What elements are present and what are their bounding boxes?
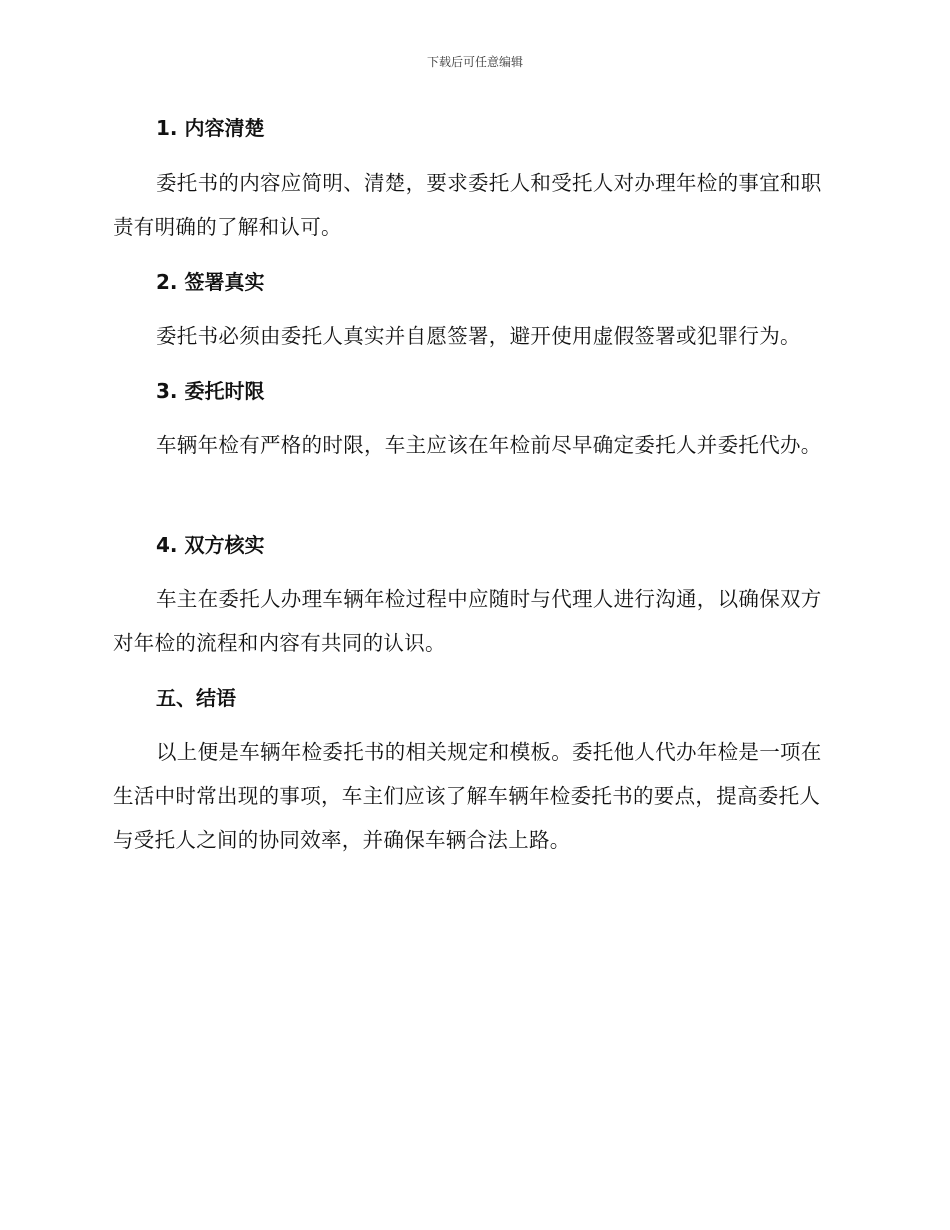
section-paragraph-signature-authenticity: 委托书必须由委托人真实并自愿签署，避开使用虚假签署或犯罪行为。 [156, 324, 801, 348]
section-heading-content-clarity: 1. 内容清楚 [156, 116, 265, 140]
page-header-note: 下载后可任意编辑 [426, 55, 523, 69]
section-heading-entrust-deadline: 3. 委托时限 [156, 379, 265, 403]
section-heading-conclusion: 五、结语 [156, 686, 236, 710]
section-heading-mutual-verification: 4. 双方核实 [156, 533, 265, 557]
section-paragraph-content-clarity: 委托书的内容应简明、清楚，要求委托人和受托人对办理年检的事宜和职责有明确的了解和认可。 [113, 171, 822, 239]
section-heading-signature-authenticity: 2. 签署真实 [156, 270, 265, 294]
section-paragraph-conclusion: 以上便是车辆年检委托书的相关规定和模板。委托他人代办年检是一项在生活中时常出现的事项，车主们应该了解车辆年检委托书的要点，提高委托人与受托人之间的协同效率，并确保车辆合法上路。 [113, 740, 822, 852]
section-paragraph-mutual-verification: 车主在委托人办理车辆年检过程中应随时与代理人进行沟通，以确保双方对年检的流程和内容有共同的认识。 [113, 587, 822, 655]
section-paragraph-entrust-deadline: 车辆年检有严格的时限，车主应该在年检前尽早确定委托人并委托代办。 [156, 433, 822, 457]
